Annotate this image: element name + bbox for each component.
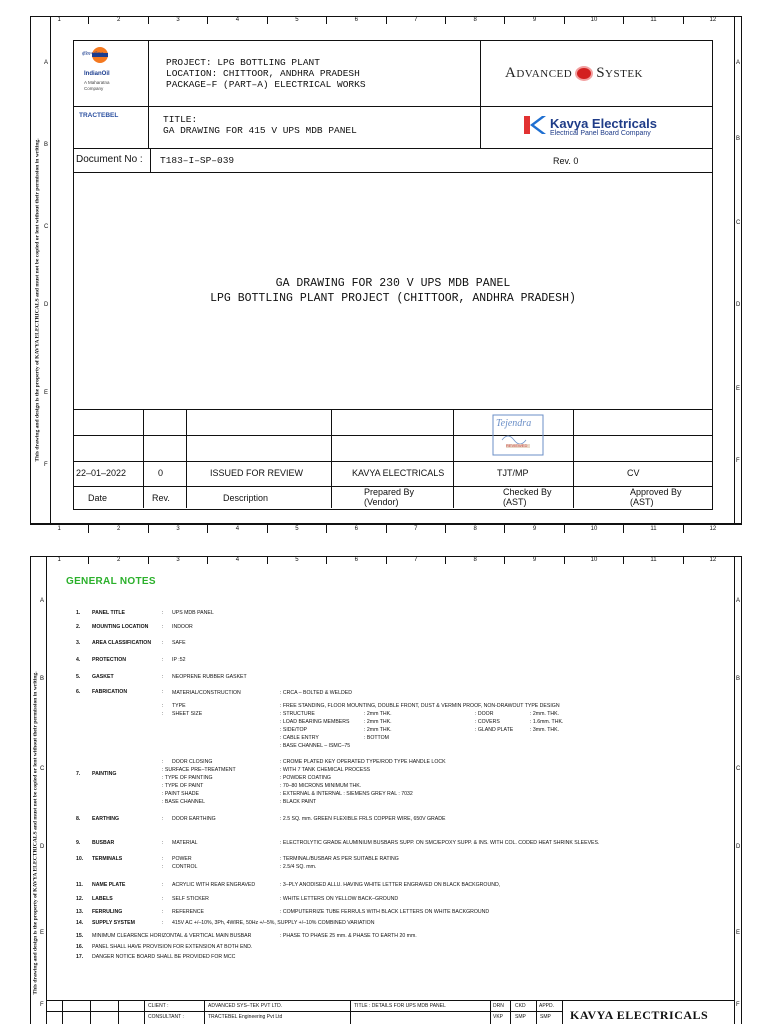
door-closing-value: : CROME PLATED KEY OPERATED TYPE/ROD TYPE HANDLE LOCK: [280, 759, 446, 765]
note-number: 2.: [76, 624, 81, 630]
revision-checked-by: TJT/MP: [497, 468, 529, 478]
painting-label: : TYPE OF PAINT: [162, 783, 204, 789]
sheet-size-value: : 2mm. THK.: [530, 711, 560, 717]
note-key: SUPPLY SYSTEM: [92, 920, 135, 926]
col-num: 7: [387, 556, 446, 564]
note-value: INDOOR: [172, 624, 193, 630]
note-key: GASKET: [92, 674, 114, 680]
sheet-size-value: : 2mm THK.: [364, 727, 392, 733]
row-letter: C: [736, 220, 741, 226]
note-number: 4.: [76, 657, 81, 663]
row-letter: E: [736, 930, 741, 936]
column-ruler-top: [30, 556, 742, 564]
fabrication-type-value: : FREE STANDING, FLOOR MOUNTING, DOUBLE FRONT, DUST & VERMIN PROOF, NON-DRAWOUT TYPE DESIGN: [280, 703, 560, 709]
row-letter: A: [40, 598, 45, 604]
row-letter: A: [736, 598, 741, 604]
sheet-size-label: SHEET SIZE: [172, 711, 203, 717]
header-date: Date: [88, 493, 108, 503]
earthing-value: : 2.5 SQ. mm. GREEN FLEXIBLE FRLS COPPER WIRE, 650V GRADE: [280, 816, 446, 822]
col-num: 7: [387, 16, 446, 24]
note-colon: :: [162, 674, 164, 680]
sheet-title: TITLE : DETAILS FOR UPS MDB PANEL: [354, 1003, 446, 1009]
col-num: 11: [624, 525, 683, 533]
sheet-size-item: : DOOR: [475, 711, 494, 717]
row-letter: F: [44, 462, 48, 468]
note-key: PROTECTION: [92, 657, 127, 663]
appd-label: APPD.: [539, 1003, 555, 1009]
col-num: 5: [268, 525, 327, 533]
sheet-size-value: : 1.6mm. THK.: [530, 719, 564, 725]
sheet-size-item: : BASE CHANNEL – ISMC–75: [280, 743, 351, 749]
fabrication-type-label: TYPE: [172, 703, 186, 709]
col-num: 1: [30, 16, 89, 24]
earthing-label: DOOR EARTHING: [172, 816, 216, 822]
sheet-size-value: : 2mm THK.: [364, 711, 392, 717]
painting-label: : BASE CHANNEL: [162, 799, 205, 805]
sheet-size-item: : COVERS: [475, 719, 500, 725]
indianoil-sub: A Maharatna: [84, 80, 110, 85]
row-letter: E: [40, 930, 45, 936]
header-prepared: Prepared By: [364, 487, 415, 497]
col-num: 5: [268, 556, 327, 564]
row-letter: B: [40, 676, 45, 682]
drawing-sheet-2: 1 2 3 4 5 6 7 8 9 10 11 12 A B C D E F A B C D E F This drawing and design is the property of KAVYA ELECTRICALS and must not be copied or lent without their permission in writing. GENERAL NOTES 1. PANEL TITLE : UPS MDB PANEL 2. MOUNTING LOCATION : INDOOR 3. AREA CLASSIFICATION : SAFE 4. PROTECTION : IP :52 5. GASKET : NEOPRENE RUBBER GASKET 6. FABRICATION : MATERIAL/CONSTRUCTION : CRCA – BOLTED & WELDED : TYPE : FREE STANDING, FLOOR MOUNTING, DOUBLE FRONT, DUST & VERMIN PROOF, NON-DRAWOUT TYPE DESIGN : SHEET SIZE : STRUCTURE : 2mm THK. : DOOR : 2mm. THK. : LOAD BEARING MEMBERS : 2mm THK. : COVERS : 1.6mm. THK. : SIDE/TOP : 2mm THK. : GLAND PLATE : 3mm. THK. : CABLE ENTRY : BOTTOM : BASE CHANNEL – ISMC–75 : DOOR CLOSING : CROME PLATED KEY OPERATED TYPE/ROD TYPE HANDLE LOCK 7. PAINTING : SURFACE PRE–TREATMENT : WITH 7 TANK CHEMICAL PROCESS : TYPE OF PAINTING : POWDER COATING : TYPE OF PAINT : 70–80 MICRONS MINIMUM THK. : PAINT SHADE : EXTERNAL & INTERNAL : SIEMENS GREY RAL : 7032 : BASE CHANNEL : BLACK PAINT 8. EARTHING : DOOR EARTHING : 2.5 SQ. mm. GREEN FLEXIBLE FRLS COPPER WIRE, 650V GRADE 9. BUSBAR : MATERIAL : ELECTROLYTIC GRADE ALUMINIUM BUSBARS SUPP. ON SMC/EPOXY SUPP. & INS. WITH COL. CODED HEAT SHRINK SLEEVES. 10. TERMINALS : POWER : TERMINAL/BUSBAR AS PER SUITABLE RATING : CONTROL : 2.5/4 SQ. mm. 11. NAME PLATE : ACRYLIC WITH REAR ENGRAVED : 3–PLY ANODISED ALLU. HAVING WHITE LETTER ENGRAVED ON BLACK BACKGROUND, 12. LABELS : SELF STICKER : WHITE LETTERS ON YELLOW BACK–GROUND 13. FERRULING : REFERENCE : COMPUTERRIZE TUBE FERRULS WITH BLACK LETTERS ON WHITE BACKGROUND 14. SUPPLY SYSTEM : 415V AC +/–10%, 3Ph, 4WIRE, 50Hz +/–5%, SUPPLY +/–10% COMBINED VARIATION 15. MINIMUM CLEARENCE HORIZONTAL & VERTICAL MAIN BUSBAR : PHASE TO PHASE 25 mm. & PHASE TO EARTH 20 mm. 16. PANEL SHALL HAVE PROVISION FOR EXTENSION AT BOTH END. 17. DANGER NOTICE BOARD SHALL BE PROVIDED FOR MCC CLIENT : ADVANCED SYS–TEK PVT LTD. CONSULTANT : TRACTEBEL Engineering Pvt Ltd TITLE : DETAILS FOR UPS MDB PANEL DRN CKD APPD. VKP SMP SMP KAVYA ELECTRICALS: [0, 548, 768, 1024]
door-closing-label: DOOR CLOSING: [172, 759, 213, 765]
note-attribute: SELF STICKER: [172, 896, 209, 902]
note-number: 13.: [76, 909, 84, 915]
painting-value: : POWDER COATING: [280, 775, 331, 781]
drn-label: DRN: [493, 1003, 504, 1009]
note-value: SAFE: [172, 640, 186, 646]
note-attribute: 415V AC +/–10%, 3Ph, 4WIRE, 50Hz +/–5%, SUPPLY +/–10% COMBINED VARIATION: [172, 920, 375, 926]
row-letter: D: [40, 844, 45, 850]
client-value: ADVANCED SYS–TEK PVT LTD.: [208, 1003, 283, 1009]
revision-number: 0: [158, 468, 164, 478]
note-number: 8.: [76, 816, 81, 822]
terminals-label: CONTROL: [172, 864, 198, 870]
note-number: 16.: [76, 944, 84, 950]
col-num: 10: [565, 16, 624, 24]
painting-label: : SURFACE PRE–TREATMENT: [162, 767, 236, 773]
col-num: 8: [446, 556, 505, 564]
location-line: LOCATION: CHITTOOR, ANDHRA PRADESH: [166, 68, 360, 79]
note-attribute: REFERENCE: [172, 909, 204, 915]
painting-label: : PAINT SHADE: [162, 791, 199, 797]
row-letter: D: [44, 302, 49, 308]
note-colon: :: [162, 640, 164, 646]
header-approved-sub: (AST): [630, 497, 654, 507]
row-letter: B: [736, 136, 741, 142]
note-number: 1.: [76, 610, 81, 616]
row-letter: C: [40, 766, 45, 772]
note-value: UPS MDB PANEL: [172, 610, 214, 616]
indianoil-hindi: इंडियनऑयल: [82, 52, 104, 57]
note-key: LABELS: [92, 896, 113, 902]
note-key: AREA CLASSIFICATION: [92, 640, 152, 646]
column-ruler-bottom: [30, 524, 742, 533]
header-approved: Approved By: [630, 487, 682, 497]
title-block: [73, 40, 713, 510]
col-num: 4: [208, 525, 267, 533]
col-num: 3: [149, 16, 208, 24]
painting-value: : EXTERNAL & INTERNAL : SIEMENS GREY RAL : 7032: [280, 791, 413, 797]
note-key: FERRULING: [92, 909, 123, 915]
note-number: 9.: [76, 840, 81, 846]
revision-prepared-by: KAVYA ELECTRICALS: [352, 468, 445, 478]
fabrication-material-label: MATERIAL/CONSTRUCTION: [172, 690, 241, 696]
note-number: 12.: [76, 896, 84, 902]
main-title-line-1: GA DRAWING FOR 230 V UPS MDB PANEL: [275, 277, 511, 290]
col-num: 9: [505, 16, 564, 24]
row-letter: E: [44, 390, 49, 396]
indianoil-name: IndianOil: [84, 71, 110, 77]
row-letter: F: [736, 458, 740, 464]
col-num: 2: [89, 525, 148, 533]
copyright-side-text: This drawing and design is the property of KAVYA ELECTRICALS and must not be copied or lent without their permission in writing.: [33, 671, 39, 995]
row-letter: F: [40, 1002, 44, 1008]
fabrication-material-value: : CRCA – BOLTED & WELDED: [280, 690, 352, 696]
col-num: 6: [327, 556, 386, 564]
col-num: 12: [709, 557, 717, 563]
painting-value: : WITH 7 TANK CHEMICAL PROCESS: [280, 767, 371, 773]
row-letter: D: [736, 844, 741, 850]
consultant-label: CONSULTANT :: [148, 1014, 184, 1020]
client-label: CLIENT :: [148, 1003, 169, 1009]
ckd-label: CKD: [515, 1003, 526, 1009]
note-17: DANGER NOTICE BOARD SHALL BE PROVIDED FOR MCC: [92, 954, 236, 960]
col-num: 8: [446, 16, 505, 24]
revision-date: 22–01–2022: [76, 468, 127, 478]
title-label: TITLE:: [163, 114, 198, 125]
note-key: NAME PLATE: [92, 882, 126, 888]
systek-ring-icon: [575, 66, 593, 81]
document-no-value: T183–I–SP–039: [160, 155, 235, 166]
col-num: 9: [505, 556, 564, 564]
consultant-value: TRACTEBEL Engineering Pvt Ltd: [208, 1014, 283, 1020]
note-key: EARTHING: [92, 816, 120, 822]
stamp-signature: Tejendra: [496, 418, 532, 429]
revision-approved-by: CV: [627, 468, 640, 478]
revision-label: Rev. 0: [553, 156, 579, 166]
note-number: 10.: [76, 856, 84, 862]
column-ruler-top: [30, 16, 742, 24]
row-letter: C: [44, 224, 49, 230]
terminals-value: : 2.5/4 SQ. mm.: [280, 864, 317, 870]
col-num: 3: [149, 525, 208, 533]
col-num: 1: [30, 556, 89, 564]
col-num: 4: [208, 16, 267, 24]
sheet-size-value: : BOTTOM: [364, 735, 389, 741]
col-num: 10: [565, 556, 624, 564]
row-letter: B: [44, 142, 49, 148]
ckd-value: SMP: [515, 1014, 526, 1020]
drawing-sheet-1: 1 2 3 4 5 6 7 8 9 10 11 12 1 2 3 4 5 6 7 8 9 10 11 12 A B C D E F A B C D E F This drawing and design is the property of KAVYA ELECTRICALS and must not be copied or lent without their permission in writing. इंडियनऑयल IndianOil A Maharatna Company PROJECT: LPG BOTTLING PLANT LOCATION: CHITTOOR, ANDHRA PRADESH PACKAGE–F (PART–A) ELECTRICAL WORKS Advanced Systek TRACTEBEL TITLE: GA DRAWING FOR 415 V UPS MDB PANEL Kavya Electricals Electrical Panel Board Company Document No : T183–I–SP–039 Rev. 0 GA DRAWING FOR 230 V UPS MDB PANEL LPG BOTTLING PLANT PROJECT (CHITTOOR, ANDHRA PRADESH) Tejendra REVIEWED 22–01–2022 0 ISSUED FOR REVIEW KAVYA ELECTRICALS TJT/MP CV Date Rev. Description Prepared By (Vendor) Checked By (AST) Approved By (AST): [0, 0, 768, 540]
note-colon: :: [162, 624, 164, 630]
note-number: 6.: [76, 689, 81, 695]
col-num: 3: [149, 556, 208, 564]
col-num: 9: [505, 525, 564, 533]
note-key: BUSBAR: [92, 840, 115, 846]
project-line: PROJECT: LPG BOTTLING PLANT: [166, 57, 320, 68]
note-value: NEOPRENE RUBBER GASKET: [172, 674, 247, 680]
general-notes-title: GENERAL NOTES: [66, 576, 156, 587]
col-num: 2: [89, 556, 148, 564]
note-colon: :: [162, 657, 164, 663]
revision-description: ISSUED FOR REVIEW: [210, 468, 304, 478]
note-15-value: : PHASE TO PHASE 25 mm. & PHASE TO EARTH 20 mm.: [280, 933, 417, 939]
document-no-label: Document No :: [76, 154, 143, 165]
note-15: MINIMUM CLEARENCE HORIZONTAL & VERTICAL MAIN BUSBAR: [92, 933, 252, 939]
col-num: 4: [208, 556, 267, 564]
painting-value: : 70–80 MICRONS MINIMUM THK.: [280, 783, 362, 789]
sheet-size-item: : STRUCTURE: [280, 711, 315, 717]
note-value: IP :52: [172, 657, 186, 663]
col-num: 11: [624, 16, 683, 24]
note-number: 5.: [76, 674, 81, 680]
indianoil-sub: Company: [84, 86, 104, 91]
row-letter: F: [736, 1002, 740, 1008]
stamp-label: REVIEWED: [506, 443, 528, 448]
col-num: 8: [446, 525, 505, 533]
row-letter: A: [44, 60, 49, 66]
col-num: 12: [709, 17, 717, 23]
note-key: MOUNTING LOCATION: [92, 624, 149, 630]
row-letter: A: [736, 60, 741, 66]
sheet-size-item: : LOAD BEARING MEMBERS: [280, 719, 350, 725]
sheet-size-value: : 3mm. THK.: [530, 727, 560, 733]
note-key: PAINTING: [92, 771, 117, 777]
note-key: FABRICATION: [92, 689, 128, 695]
row-letter: C: [736, 766, 741, 772]
copyright-side-text: This drawing and design is the property of KAVYA ELECTRICALS and must not be copied or lent without their permission in writing.: [35, 138, 41, 462]
note-16: PANEL SHALL HAVE PROVISION FOR EXTENSION AT BOTH END.: [92, 944, 253, 950]
main-title-line-2: LPG BOTTLING PLANT PROJECT (CHITTOOR, ANDHRA PRADESH): [210, 292, 576, 305]
col-num: 12: [709, 526, 717, 532]
note-number: 14.: [76, 920, 84, 926]
busbar-label: MATERIAL: [172, 840, 198, 846]
note-number: 3.: [76, 640, 81, 646]
sheet-size-value: : 2mm THK.: [364, 719, 392, 725]
col-num: 5: [268, 16, 327, 24]
note-number: 15.: [76, 933, 84, 939]
note-value: : COMPUTERRIZE TUBE FERRULS WITH BLACK LETTERS ON WHITE BACKGROUND: [280, 909, 490, 915]
sheet-size-item: : CABLE ENTRY: [280, 735, 319, 741]
terminals-value: : TERMINAL/BUSBAR AS PER SUITABLE RATING: [280, 856, 399, 862]
col-num: 10: [565, 525, 624, 533]
note-colon: :: [162, 610, 164, 616]
tractebel-logo: TRACTEBEL: [79, 112, 119, 119]
advanced-systek-logo: Advanced Systek: [505, 65, 643, 81]
header-description: Description: [223, 493, 269, 503]
kavya-k-icon: [522, 114, 546, 136]
busbar-value: : ELECTROLYTIC GRADE ALUMINIUM BUSBARS SUPP. ON SMC/EPOXY SUPP. & INS. WITH COL. CODED HEAT SHRINK SLEEVES.: [280, 840, 600, 846]
painting-label: : TYPE OF PAINTING: [162, 775, 213, 781]
note-number: 7.: [76, 771, 81, 777]
package-line: PACKAGE–F (PART–A) ELECTRICAL WORKS: [166, 79, 366, 90]
note-number: 17.: [76, 954, 84, 960]
col-num: 2: [89, 16, 148, 24]
note-attribute: ACRYLIC WITH REAR ENGRAVED: [172, 882, 256, 888]
col-num: 6: [327, 525, 386, 533]
note-value: : WHITE LETTERS ON YELLOW BACK–GROUND: [280, 896, 399, 902]
note-value: : 3–PLY ANODISED ALLU. HAVING WHITE LETTER ENGRAVED ON BLACK BACKGROUND,: [280, 882, 501, 888]
sheet-size-item: : SIDE/TOP: [280, 727, 308, 733]
note-number: 11.: [76, 882, 83, 888]
appd-value: SMP: [540, 1014, 551, 1020]
note-key: PANEL TITLE: [92, 610, 125, 616]
company-name: KAVYA ELECTRICALS: [570, 1008, 709, 1022]
header-rev: Rev.: [152, 493, 170, 503]
row-letter: D: [736, 302, 741, 308]
col-num: 1: [30, 525, 89, 533]
note-key: TERMINALS: [92, 856, 123, 862]
sheet-size-item: : GLAND PLATE: [475, 727, 514, 733]
drn-value: VKP: [493, 1014, 504, 1020]
col-num: 11: [624, 556, 683, 564]
header-checked-sub: (AST): [503, 497, 527, 507]
painting-value: : BLACK PAINT: [280, 799, 317, 805]
terminals-label: POWER: [172, 856, 192, 862]
row-letter: E: [736, 386, 741, 392]
col-num: 6: [327, 16, 386, 24]
row-letter: B: [736, 676, 741, 682]
header-checked: Checked By: [503, 487, 552, 497]
header-prepared-sub: (Vendor): [364, 497, 399, 507]
drawing-title: GA DRAWING FOR 415 V UPS MDB PANEL: [163, 125, 357, 136]
col-num: 7: [387, 525, 446, 533]
